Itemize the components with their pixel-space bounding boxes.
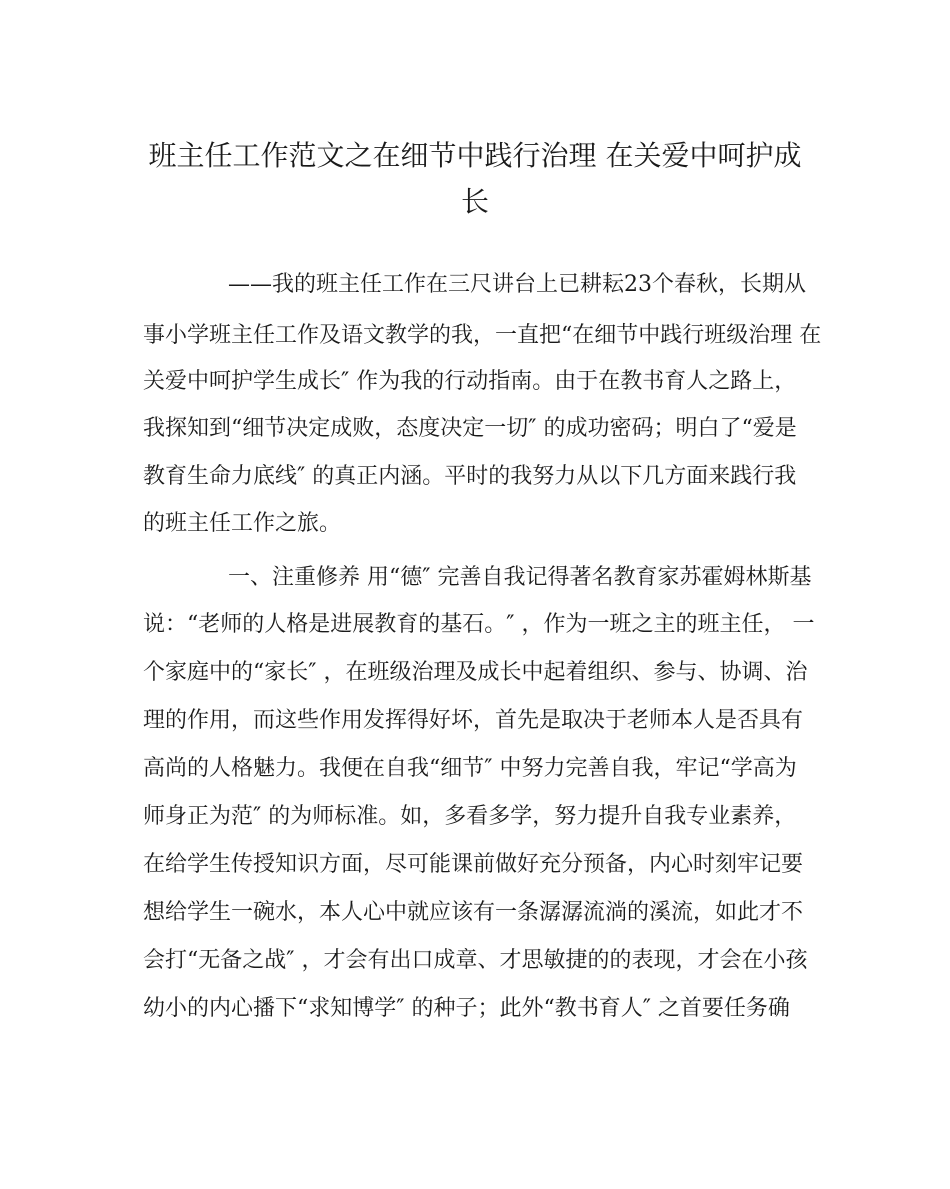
- body-line-1: ——我的班主任工作在三尺讲台上已耕耘23个春秋，长期从: [228, 272, 806, 297]
- body-line-12: 师身正为范″ 的为师标准。如，多看多学，努力提升自我专业素养，: [143, 804, 797, 829]
- body-line-5: 教育生命力底线″ 的真正内涵。平时的我努力从以下几方面来践行我: [143, 464, 797, 489]
- title-line-1: 班主任工作范文之在细节中践行治理 在关爱中呵护成: [148, 139, 802, 172]
- document-title: [130, 133, 820, 225]
- body-line-14: 想给学生一碗水，本人心中就应该有一条潺潺流淌的溪流，如此才不: [143, 900, 804, 925]
- body-line-9: 个家庭中的“家长″ ，在班级治理及成长中起着组织、参与、协调、治: [143, 660, 808, 685]
- title-line-2: 长: [460, 185, 489, 218]
- body-line-8: 说：“老师的人格是进展教育的基石。″ ，作为一班之主的班主任， 一: [143, 612, 815, 637]
- body-line-4: 我探知到“细节决定成败，态度决定一切″ 的成功密码；明白了“爱是: [143, 416, 797, 441]
- body-line-2: 事小学班主任工作及语文教学的我，一直把“在细节中践行班级治理 在: [143, 323, 822, 348]
- body-line-16: 幼小的内心播下“求知博学″ 的种子；此外“教书育人″ 之首要任务确: [143, 996, 790, 1021]
- body-line-15: 会打“无备之战″ ，才会有出口成章、才思敏捷的的表现，才会在小孩: [143, 948, 808, 973]
- body-line-13: 在给学生传授知识方面，尽可能课前做好充分预备，内心时刻牢记要: [143, 852, 804, 877]
- body-line-3: 关爱中呵护学生成长″ 作为我的行动指南。由于在教书育人之路上，: [143, 369, 797, 394]
- body-line-11: 高尚的人格魅力。我便在自我“细节″ 中努力完善自我，牢记“学高为: [143, 756, 797, 781]
- body-line-10: 理的作用，而这些作用发挥得好坏，首先是取决于老师本人是否具有: [143, 708, 804, 733]
- body-line-7: 一、注重修养 用“德″ 完善自我记得著名教育家苏霍姆林斯基: [228, 565, 812, 590]
- body-line-6: 的班主任工作之旅。: [143, 511, 342, 536]
